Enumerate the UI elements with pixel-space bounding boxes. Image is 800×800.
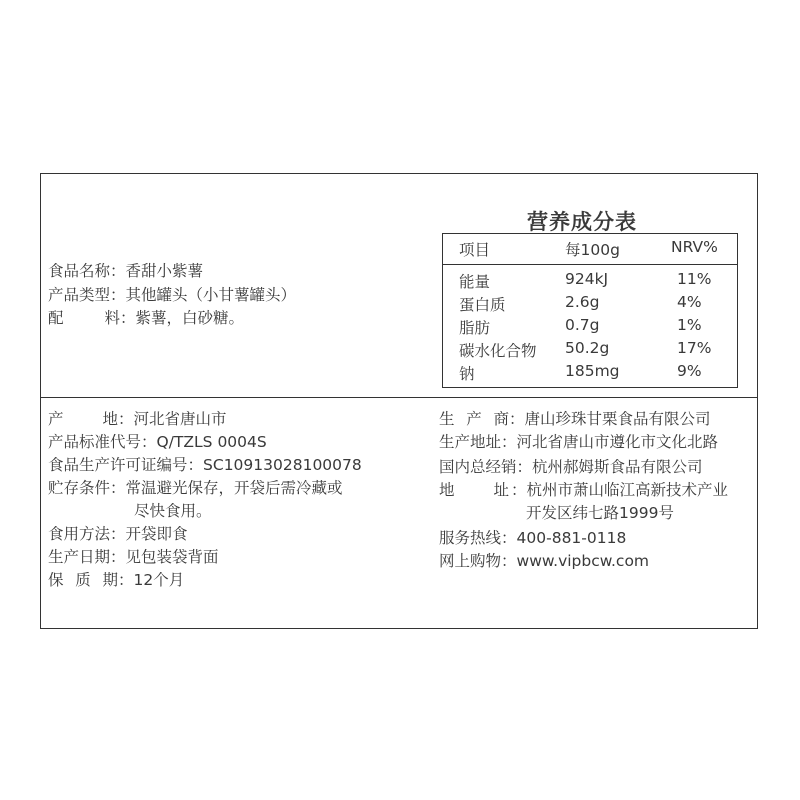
nutrient-nrv: 17% [677,339,712,357]
header-nrv: NRV% [671,238,718,256]
product-info [48,260,296,331]
shelf-life-label-char: 期 [102,571,118,589]
distributor-label: 国内总经销 [439,458,517,476]
hotline-row [439,527,728,550]
nutrition-header [443,234,737,265]
address-label [439,479,509,502]
distributor-value: 杭州郝姆斯食品有限公司 [532,458,703,476]
header-item: 项目 [459,241,491,259]
product-name-value: 香甜小紫薯 [125,262,204,280]
storage-row-continued [48,500,362,523]
ingredients-value: 紫薯，白砂糖。 [135,309,245,327]
nutrient-nrv: 11% [677,270,712,288]
producer-row [439,408,728,431]
online-shop-label: 网上购物 [439,552,502,570]
production-address-label: 生产地址 [439,433,502,451]
nutrient-amount: 185mg [565,362,620,380]
origin-label-char: 地 [102,410,118,428]
shelf-life-label [48,569,118,592]
address-row [439,479,728,502]
producer-label-char: 产 [466,410,482,428]
nutrient-name: 能量 [459,273,491,291]
ingredients-label-char: 配 [48,309,64,327]
ingredients-label [48,307,120,331]
license-label: 食品生产许可证编号 [48,456,188,474]
nutrition-row [443,270,737,294]
product-type-label: 产品类型 [48,285,111,304]
separator: ： [110,525,126,543]
separator: ： [118,410,134,428]
production-date-row [48,546,362,569]
product-name-label: 食品名称 [48,262,111,280]
separator: ： [187,456,204,474]
nutrient-amount: 0.7g [565,316,600,334]
standard-row [48,431,362,454]
production-date-value: 见包装袋背面 [125,548,219,566]
storage-value: 常温避光保存，开袋后需冷藏或 [125,479,343,497]
usage-label: 食用方法 [48,525,111,543]
nutrient-name: 蛋白质 [459,296,506,314]
storage-value-continued: 尽快食用。 [134,502,212,520]
address-value-continued: 开发区纬七路1999号 [526,504,674,522]
producer-label-char: 商 [493,410,509,428]
producer-label-char: 生 [439,410,455,428]
separator: ： [511,481,527,499]
address-value: 杭州市萧山临江高新技术产业 [526,481,729,499]
nutrient-amount: 2.6g [565,293,600,311]
license-value: SC10913028100078 [203,456,362,474]
header-per100g: 每100g [565,241,620,259]
usage-row [48,523,362,546]
production-address-value: 河北省唐山市遵化市文化北路 [516,433,719,451]
shelf-life-value: 12个月 [133,571,185,589]
nutrition-row [443,293,737,317]
nutrition-row [443,316,737,340]
usage-value: 开袋即食 [125,525,188,543]
nutrient-nrv: 9% [677,362,702,380]
hotline-value: 400-881-0118 [516,529,627,547]
distributor-row [439,456,728,479]
producer-value: 唐山珍珠甘栗食品有限公司 [524,410,711,428]
product-name-row [48,260,296,284]
separator: ： [120,309,136,327]
production-address-row [439,431,728,454]
separator: ： [110,262,126,280]
separator: ： [141,433,157,451]
separator: ： [118,571,134,589]
nutrient-amount: 50.2g [565,339,610,357]
shelf-life-label-char: 质 [75,571,91,589]
nutrition-title: 营养成分表 [527,210,637,234]
origin-row [48,408,362,431]
product-label [40,173,758,629]
nutrition-row [443,339,737,363]
origin-value: 河北省唐山市 [133,410,227,428]
ingredients-row [48,307,296,331]
address-label-char: 地 [439,481,455,499]
storage-label: 贮存条件 [48,479,111,497]
nutrition-table [442,233,738,388]
separator: ： [509,410,525,428]
license-row [48,454,362,477]
online-shop-row [439,550,728,573]
separator: ： [516,458,533,476]
nutrient-nrv: 1% [677,316,702,334]
product-type-value: 其他罐头（小甘薯罐头） [125,285,297,304]
address-row-continued [439,502,728,525]
section-divider [41,397,757,398]
nutrition-row [443,362,737,386]
hotline-label: 服务热线 [439,529,502,547]
nutrient-name: 钠 [459,365,475,383]
production-date-label: 生产日期 [48,548,111,566]
nutrient-name: 碳水化合物 [459,342,537,360]
separator: ： [110,479,126,497]
nutrient-amount: 924kJ [565,270,609,288]
standard-label: 产品标准代号 [48,433,142,451]
standard-value: Q/TZLS 0004S [156,433,267,451]
ingredients-label-char: 料 [104,309,120,327]
separator: ： [110,285,126,304]
separator: ： [501,529,517,547]
origin-label [48,408,118,431]
details-left [48,408,362,592]
separator: ： [501,433,517,451]
separator: ： [501,552,517,570]
details-right [439,408,728,573]
product-type-row [48,284,296,308]
producer-label [439,408,509,431]
storage-row [48,477,362,500]
shelf-life-label-char: 保 [48,571,64,589]
separator: ： [110,548,126,566]
address-label-char: 址 [493,481,509,499]
shelf-life-row [48,569,362,592]
online-shop-value: www.vipbcw.com [516,552,650,570]
nutrient-nrv: 4% [677,293,702,311]
origin-label-char: 产 [48,410,64,428]
nutrient-name: 脂肪 [459,319,491,337]
